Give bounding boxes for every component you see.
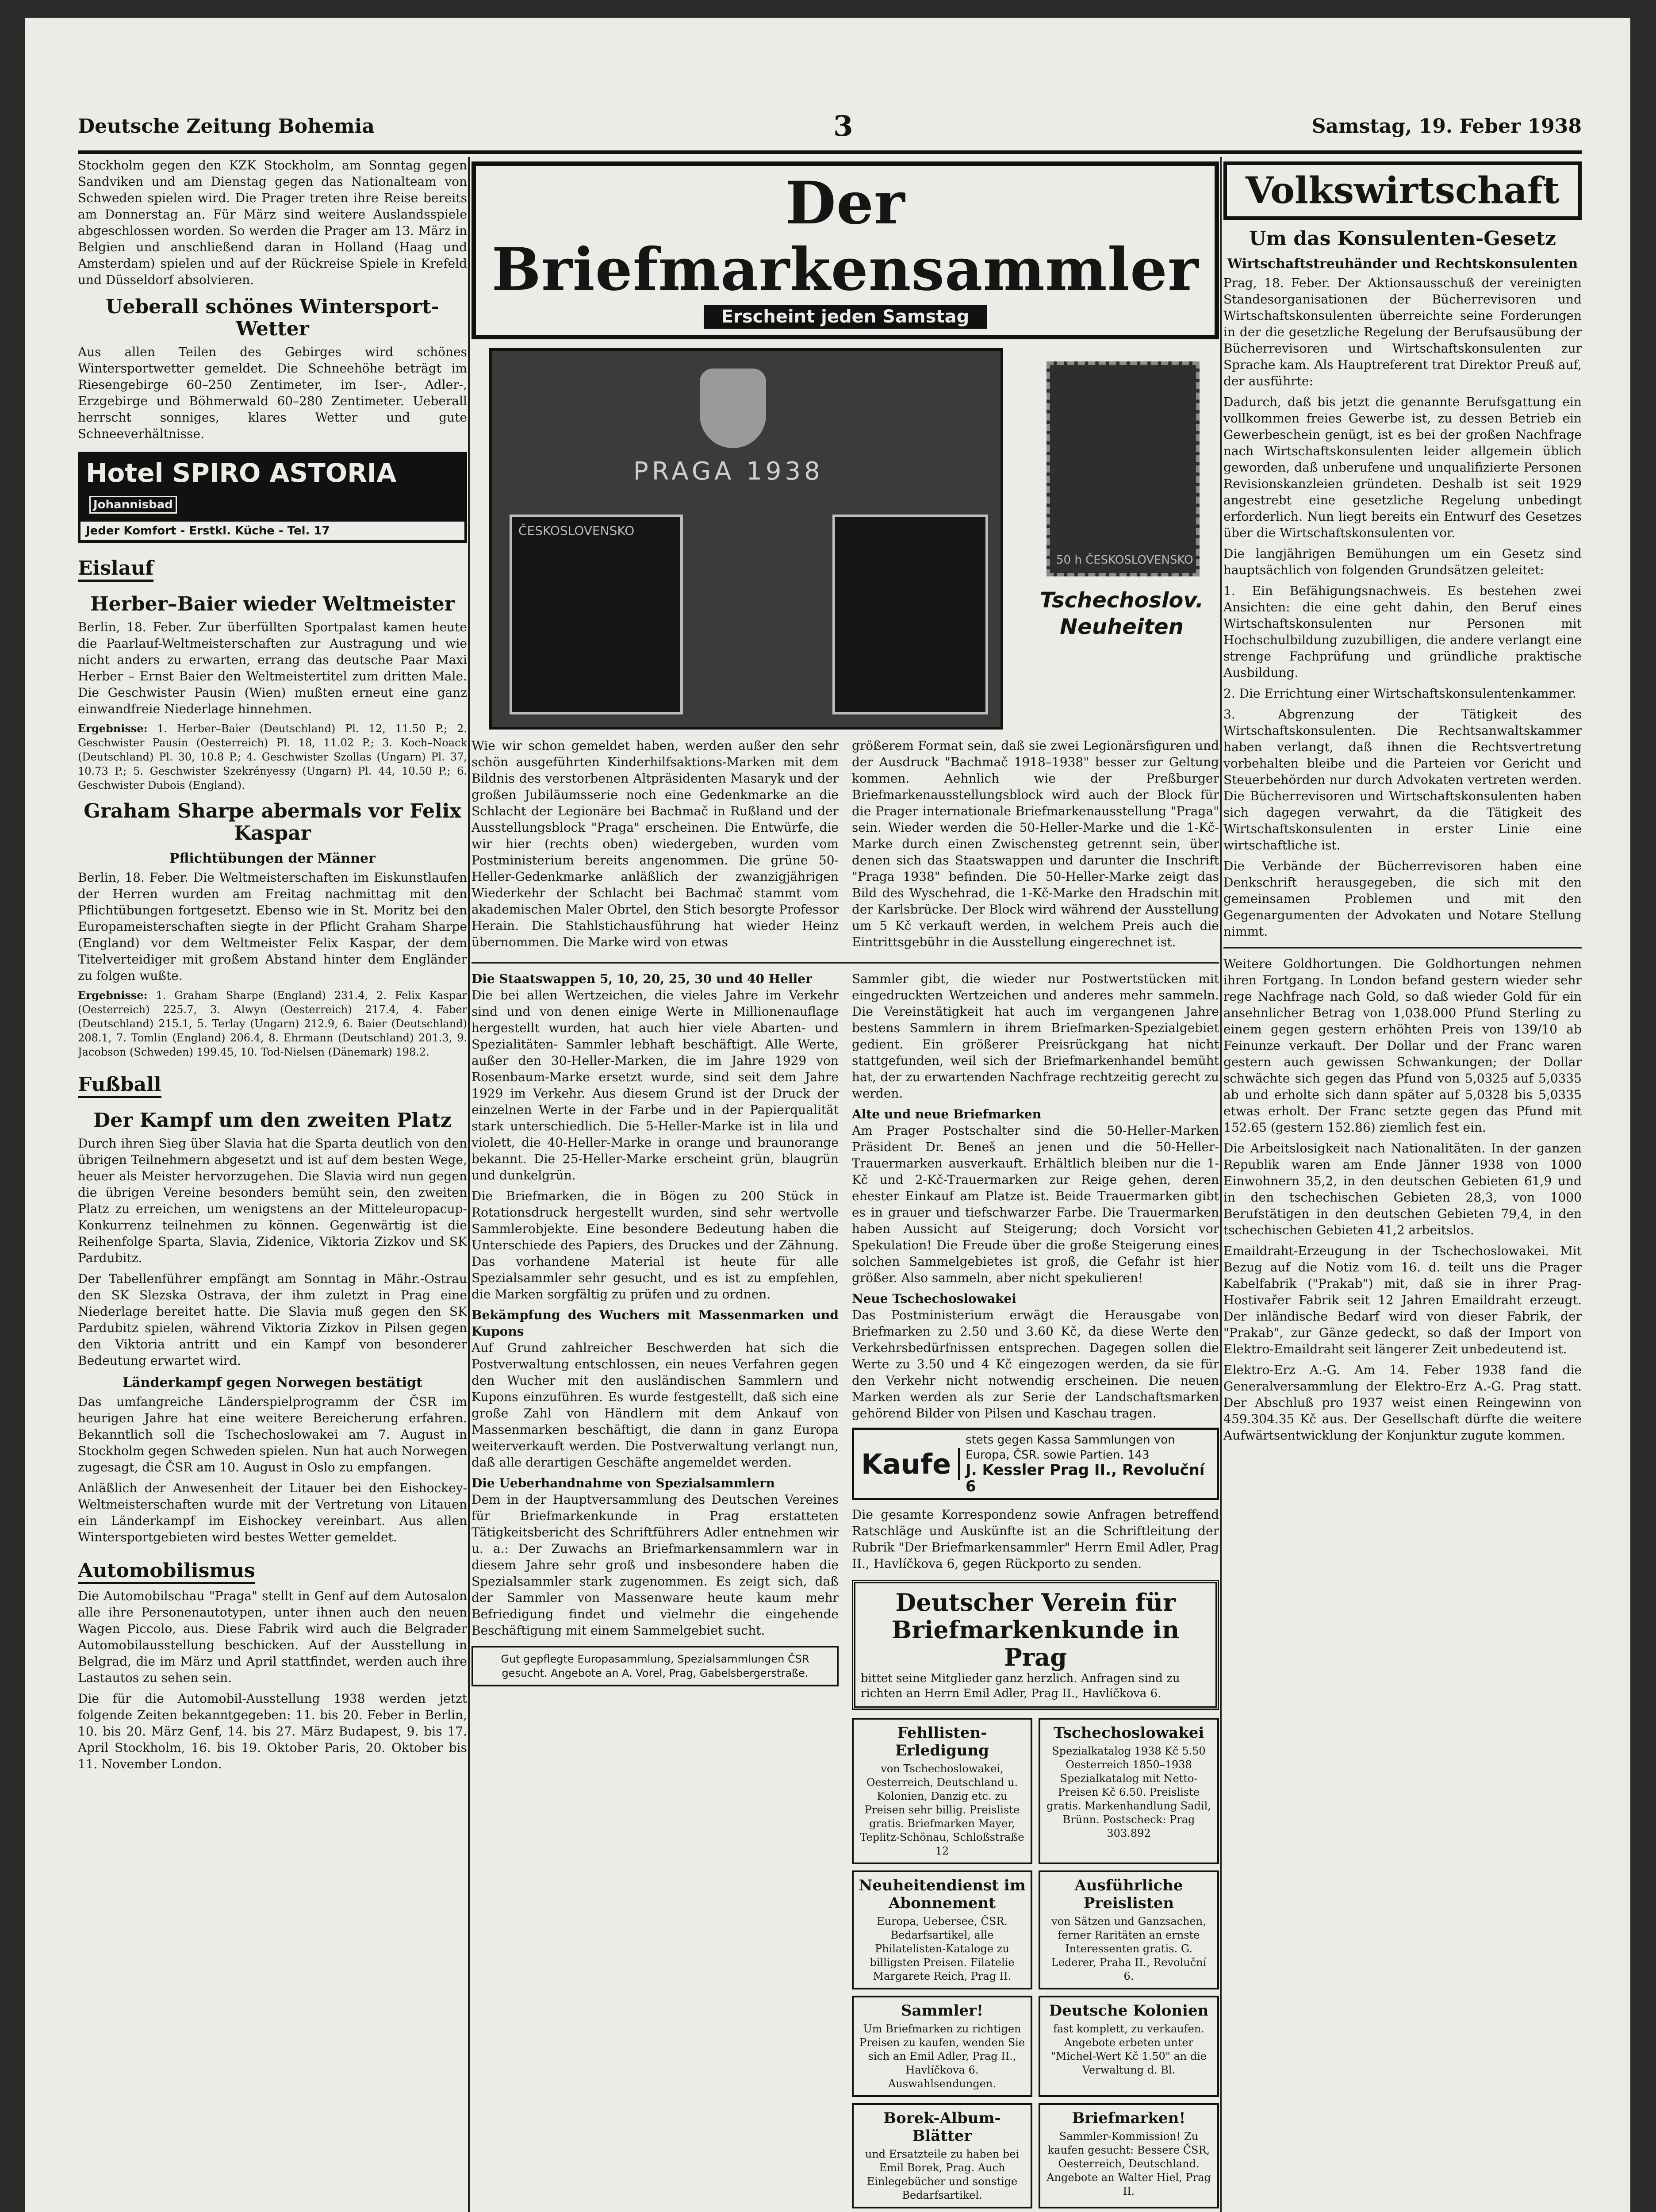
wucher-article: Bekämpfung des Wuchers mit Massenmarken und Kupons Auf Grund zahlreicher Beschwerden hat sich die Postverwaltung entschlossen, ein neues Verfahren gegen den Wucher mit den ausländischen Sammlern und Kupons einzuführen. Es wurde festgestellt, daß sich eine große Zahl von Händlern mit dem Ankauf von Massenmarken beschäftigt, die dann in ganz Europa weiterverkauft werden. Die Postverwaltung verlangt nun, daß alle derartigen Geschäfte angemeldet werden.: [472, 1308, 839, 1470]
headline-konsulenten: Um das Konsulenten-Gesetz: [1249, 227, 1556, 250]
kaufe-advertisement: [852, 1428, 1219, 1500]
newspaper-page: [25, 18, 1630, 2212]
souvenir-sheet-text: PRAGA 1938: [633, 457, 824, 486]
paragraph-konsulenten: Prag, 18. Feber. Der Aktionsausschuß der vereinigten Standesorganisationen der Bücherrevisoren und Wirtschaftskonsulenten überreichte seine Forderungen in der die gesetzliche Regelung der Berufsausübung der Bücherrevisoren und Wirtschaftskonsulenten zur Sprache kam. Als Hauptreferent trat Direktor Preuß auf, der ausführte:: [1223, 276, 1582, 388]
paragraph-wintersport: Aus allen Teilen des Gebirges wird schönes Wintersportwetter gemeldet. Die Schneehöhe beträgt im Riesengebirge 60–250 Zentimeter, im Iser-, Adler-, Erzgebirge und Böhmerwald 60–280 Zentimeter. Ueberall herrscht sonniges, klares Wetter und gute Schneeverhältnisse.: [78, 345, 467, 441]
staatswappen-article: Die Staatswappen 5, 10, 20, 25, 30 und 40 Heller Die bei allen Wertzeichen, die vieles Jahre im Verkehr sind und von denen einige Werte in Millionenauflage hergestellt wurden, hat auch hier viele Abarten- und Spezialitäten- Sammler lebhaft beschäftigt. Alle Werte, außer den 30-Heller-Marken, die im Jahre 1929 von Rosenbaum-Marke ersetzt wurde, sind seit dem Jahre 1929 im Verkehr. Aus diesem Grund ist der Druck der einzelnen Werte in der Farbe und in der Papierqualität stark unterschiedlich. Die 5-Heller-Marke ist in lila und violett, die 40-Heller-Marke in orange und braunorange bekannt. Die 25-Heller-Marke erscheint grün, blaugrün und dunkelgrün.: [472, 972, 839, 1183]
praga-souvenir-sheet: [489, 348, 1003, 730]
section-automobilismus: Automobilismus: [78, 1559, 255, 1584]
paragraph-elektro-erz: Elektro-Erz A.-G. Am 14. Feber 1938 fand die Generalversammlung der Elektro-Erz A.-G. Prag statt. Der Abschluß pro 1937 weist einen Reingewinn von 459.304.35 Kč aus. Der Gesellschaft dürfte die weitere Aufwärtsentwicklung der Konjunktur zugute kommen.: [1223, 1363, 1582, 1443]
point-befaehigungsnachweis: 1. Ein Befähigungsnachweis. Es bestehen zwei Ansichten: die eine geht dahin, den Beruf eines Wirtschaftskonsulenten nur Personen mit Hochschulbildung zuzubilligen, die andere verlangt eine strenge Fachprüfung und gründliche praktische Ausbildung.: [1223, 584, 1582, 680]
hotel-advertisement: [78, 452, 467, 543]
point-kammer: 2. Die Errichtung einer Wirtschaftskonsulentenkammer.: [1223, 686, 1576, 701]
state-crest-icon: [700, 369, 766, 448]
ad-preislisten: Ausführliche Preislisten von Sätzen und Ganzsachen, ferner Raritäten an ernste Interessenten gratis. G. Lederer, Praha II., Revoluční 6.: [1039, 1870, 1219, 1989]
ad-sammler: Sammler! Um Briefmarken zu richtigen Preisen zu kaufen, wenden Sie sich an Emil Adler, Prag II., Havlíčkova 6. Auswahlsendungen.: [852, 1996, 1032, 2097]
ad-tschechoslowakei: Tschechoslowakei Spezialkatalog 1938 Kč 5.50 Oesterreich 1850–1938 Spezialkatalog mit Netto-Preisen Kč 6.50. Preisliste gratis. Markenhandlung Sadil, Brünn. Postscheck: Prag 303.892: [1039, 1718, 1219, 1864]
newspaper-name: Deutsche Zeitung Bohemia: [78, 115, 375, 138]
neue-tschechoslowakei-article: Neue Tschechoslowakei Das Postministerium erwägt die Herausgabe von Briefmarken zu 2.50 und 3.60 Kč, da diese Werte den Verkehrsbedürfnissen entsprechen. Dagegen sollen die Werte zu 3.50 und 4 Kč eingezogen werden, da sie für den Verkehr nicht notwendig erscheinen. Die neuen Marken werden als zur Serie der Landschaftsmarken gehörend Bilder von Pilsen und Kaschau tragen.: [852, 1291, 1219, 1421]
masthead-volkswirtschaft: Volkswirtschaft: [1223, 161, 1582, 220]
headline-graham-sharpe: Graham Sharpe abermals vor Felix Kaspar: [84, 800, 461, 845]
column-volkswirtschaft: [1223, 157, 1582, 2212]
results-herber-baier: Ergebnisse: 1. Herber–Baier (Deutschland) Pl. 12, 11.50 P.; 2. Geschwister Pausin (Oesterreich) Pl. 18, 11.02 P.; 3. Koch–Noack (Deutschland) Pl. 30, 10.8 P.; 4. Geschwister Szollas (Ungarn) Pl. 37, 10.73 P.; 5. Geschwister Szekrényessy (Ungarn) Pl. 44, 10.50 P.; 6. Geschwister Dubois (England).: [78, 722, 467, 791]
ad-borek-album: Borek-Album-Blätter und Ersatzteile zu haben bei Emil Borek, Prag. Auch Einlegebücher und sonstige Bedarfsartikel.: [852, 2103, 1032, 2208]
subheadline-konsulenten: Wirtschaftstreuhänder und Rechtskonsulenten: [1227, 256, 1578, 272]
masthead-subtitle: Erscheint jeden Samstag: [704, 305, 987, 329]
paragraph-zweiter-platz: Durch ihren Sieg über Slavia hat die Sparta deutlich von den übrigen Teilnehmern abgesetzt und ist auf dem besten Wege, heuer als Meister hervorzugehen. Die Slavia wird nun gegen die übrigen Vereine besonders bemüht sein, den zweiten Platz zu erreichen, um wenigstens an der Mitteleuropacup-Konkurrenz teilnehmen zu können. Gegenwärtig ist die Reihenfolge Sparta, Slavia, Zidenice, Viktoria Zizkov und SK Pardubitz.: [78, 1136, 467, 1265]
lead-article: [472, 737, 1219, 955]
page-number: 3: [833, 109, 853, 143]
headline-herber-baier: Herber–Baier wieder Weltmeister: [90, 593, 455, 615]
paragraph-goldhortungen: Weitere Goldhortungen. Die Goldhortungen nehmen ihren Fortgang. In London befand gestern wieder sehr rege Nachfrage nach Gold, so daß wieder Gold für ein ansehnlicher Betrag von 1,038.000 Pfund Sterling zu einem gegen gestern erhöhten Preis von 139/10 ab Feinunze verkauft. Der Dollar und der Franc waren gestern auch gewissen Schwankungen; der Dollar schwächte sich gegen das Pfund von 5,0325 auf 5,0335 ab und erholte sich dann später auf 5,0328 bis 5,0335 etwas erholt. Der Franc setzte gegen das Pfund mit 152.65 (gestern 152.86) ziemlich fest ein.: [1223, 956, 1582, 1135]
kaufe-line-1: stets gegen Kassa Sammlungen von Europa, ČSR. sowie Partien.: [966, 1433, 1175, 1462]
paragraph-norwegen: Das umfangreiche Länderspielprogramm der ČSR im heurigen Jahre hat eine weitere Bereicherung erfahren. Bekanntlich soll die Tschechoslowakei am 7. August in Stockholm gegen Schweden spielen. Nun hat auch Norwegen zugesagt, die ČSR am 10. August in Oslo zu empfangen.: [78, 1394, 467, 1475]
headline-wintersport: Ueberall schönes Wintersport-Wetter: [105, 296, 440, 340]
paragraph-emaildraht: Emaildraht-Erzeugung in der Tschechoslowakei. Mit Bezug auf die Notiz vom 16. d. teilt uns die Prager Kabelfabrik ("Prakab") mit, daß sie in ihrer Prag-Hostivařer Fabrik seit 12 Jahren Emaildraht erzeugt. Der inländische Bedarf wird von dieser Fabrik, der "Prakab", zur Gänze gedeckt, so daß der Import von Elektro-Emaildraht seit längerer Zeit unbedeutend ist.: [1223, 1244, 1582, 1356]
ad-neuheitendienst: Neuheitendienst im Abonnement Europa, Uebersee, ČSR. Bedarfsartikel, alle Philatelisten-Kataloge zu billigsten Preisen. Filatelie Margarete Reich, Prag II.: [852, 1870, 1032, 1989]
hotel-details: Jeder Komfort - Erstkl. Küche - Tel. 17: [86, 524, 330, 538]
column-separator: [468, 157, 470, 2212]
column-sport: [78, 157, 467, 2212]
stamp-caption: Tschechoslov. Neuheiten: [1039, 588, 1204, 639]
masthead-title: Der Briefmarkensammler: [491, 169, 1199, 304]
staatswappen-article-2: Die Briefmarken, die in Bögen zu 200 Stück in Rotationsdruck hergestellt wurden, sind sehr wertvolle Sammlerobjekte. Eine besondere Bedeutung haben die Unterschiede des Papiers, des Druckes und der Zähnung. Das vorhandene Material ist heute für alle Spezialsammler sehr gesucht, und es ist zu empfehlen, die Marken sorgfältig zu prüfen und zu ordnen.: [472, 1189, 839, 1302]
headline-norwegen: Länderkampf gegen Norwegen bestätigt: [123, 1375, 422, 1390]
results-graham-sharpe: Ergebnisse: 1. Graham Sharpe (England) 231.4, 2. Felix Kaspar (Oesterreich) 225.7, 3. Alwyn (Oesterreich) 217.4, 4. Faber (Deutschland) 215.1, 5. Terlay (Ungarn) 212.9, 6. Baier (Deutschland) 208.1, 7. Tomlin (England) 206.4, 8. Ehrmann (Deutschland) 201.3, 9. Jacobson (Schweden) 199.45, 10. Tod-Nielsen (Dänemark) 198.2.: [78, 989, 467, 1058]
ad-fehllisten: Fehllisten-Erledigung von Tschechoslowakei, Oesterreich, Deutschland u. Kolonien, Danzig etc. zu Preisen sehr billig. Preisliste gratis. Briefmarken Mayer, Teplitz-Schönau, Schloßstraße 12: [852, 1718, 1032, 1864]
header-rule: [78, 150, 1582, 154]
correspondence-note: Die gesamte Korrespondenz sowie Anfragen betreffend Ratschläge und Auskünfte ist an die Schriftleitung der Rubrik "Der Briefmarkensammler" Herrn Emil Adler, Prag II., Havlíčkova 6, gegen Rückporto zu senden.: [852, 1507, 1219, 1571]
stamp-50-heller: [510, 515, 683, 714]
bachmac-commemorative-stamp: [1046, 361, 1200, 576]
paragraph-konsulenten-4: Die Verbände der Bücherrevisoren haben eine Denkschrift herausgegeben, die sich mit den gemeinsamen Problemen und mit den Gegenargumenten der Advokaten und Notare Stellung nimmt.: [1223, 859, 1582, 939]
kaufe-word: Kaufe: [854, 1448, 960, 1480]
headline-zweiter-platz: Der Kampf um den zweiten Platz: [93, 1109, 452, 1132]
paragraph-automobilismus: Die Automobilschau "Praga" stellt in Genf auf dem Autosalon alle ihre Personenautotypen, unter ihnen auch den neuen Wagen Piccolo, aus. Diese Fabrik wird auch die Belgrader Automobilausstellung beschicken. Auf der Ausstellung in Belgrad, die im März und April stattfindet, werden auch ihre Lastautos zu sehen sein.: [78, 1589, 467, 1685]
kaufe-line-2: J. Kessler Prag II., Revoluční 6: [966, 1461, 1205, 1495]
section-eislauf: Eislauf: [78, 557, 153, 582]
lead-article-right: größerem Format sein, daß sie zwei Legionärsfiguren und der Ausdruck "Bachmač 1918–1938" besser zur Geltung kommen. Aehnlich wie der Preßburger Briefmarkenausstellungsblock wird auch der Block für die Prager internationale Briefmarkenausstellung "Praga" sein. Wieder werden die 50-Heller-Marke und die 1-Kč-Marke durch einen Zwischensteg getrennt sein, über denen sich das Staatswappen und darunter die Inschrift "Praga 1938" befinden. Die 50-Heller-Marke zeigt das Bild des Wyschehrad, die 1-Kč-Marke den Hradschin mit der Karlsbrücke. Der Block wird während der Ausstellung um 5 Kč verkauft werden, in welchem Preis auch die Eintrittsgebühr in die Ausstellung eingerechnet ist.: [852, 738, 1219, 949]
paragraph-graham-sharpe: Berlin, 18. Feber. Die Weltmeisterschaften im Eiskunstlaufen der Herren wurden am Freitag nachmittag mit den Pflichtübungen fortgesetzt. Ebenso wie in St. Moritz bei den Europameisterschaften siegte in der Pflicht Graham Sharpe (England) vor dem Weltmeister Felix Kaspar, der dem Titelverteidiger mit großem Abstand hinter dem Engländer zu folgen wußte.: [78, 870, 467, 983]
intro-paragraph: Stockholm gegen den KZK Stockholm, am Sonntag gegen Sandviken und am Dienstag gegen das Nationalteam von Schweden spielen wird. Die Prager treten ihre Reise bereits am Donnerstag an. Für März sind weitere Auslandsspiele abgeschlossen worden. So werden die Prager am 13. März in Belgien und anschließend daran in Holland (Haag und Amsterdam) spielen und auf der Rückreise Spiele in Krefeld und Düsseldorf absolvieren.: [78, 158, 467, 287]
issue-date: Samstag, 19. Feber 1938: [1311, 115, 1582, 138]
paragraph-zweiter-platz-2: Der Tabellenführer empfängt am Sonntag in Mähr.-Ostrau den SK Slezska Ostrava, der ihm zuletzt in Prag eine Niederlage bereitet hatte. Die Slavia muß gegen den SK Pardubitz spielen, während Viktoria Zizkov in Pilsen gegen den Viktoria antritt und ein Kampf von besonderer Bedeutung erwartet wird.: [78, 1271, 467, 1368]
subheadline-graham-sharpe: Pflichtübungen der Männer: [169, 851, 376, 866]
stamp-value-label: 50 h ČESKOSLOVENSKO: [1056, 553, 1193, 567]
classified-ads: [852, 1718, 1219, 2208]
paragraph-automobilismus-2: Die für die Automobil-Ausstellung 1938 werden jetzt folgende Zeiten bekanntgegeben: 11. bis 20. Feber in Berlin, 10. bis 20. März Genf, 14. bis 27. März Budapest, 9. bis 17. April Stockholm, 16. bis 19. Oktober Paris, 20. Oktober bis 11. November London.: [78, 1691, 467, 1771]
verein-title: Deutscher Verein für Briefmarkenkunde in Prag: [891, 1588, 1180, 1671]
stamp-1-krone: [832, 515, 988, 714]
paragraph-herber-baier: Berlin, 18. Feber. Zur überfüllten Sportpalast kamen heute die Paarlauf-Weltmeisterschaften zur Austragung und wie nicht anders zu erwarten, errang das deutsche Paar Maxi Herber – Ernst Baier den Weltmeistertitel zum dritten Male. Die Geschwister Pausin (Wien) mußten erneut eine ganz einwandfreie Niederlage hinnehmen.: [78, 620, 467, 716]
lower-articles: [472, 971, 1219, 2208]
hotel-name: Hotel SPIRO ASTORIA Johannisbad: [80, 454, 464, 522]
verein-text: bittet seine Mitglieder ganz herzlich. Anfragen sind zu richten an Herrn Emil Adler, Prag II., Havlíčkova 6.: [861, 1672, 1180, 1700]
paragraph-norwegen-2: Anläßlich der Anwesenheit der Litauer bei den Eishockey-Weltmeisterschaften wurde mit der Vertretung von Litauen ein Länderkampf im Eishockey vereinbart. Aus allen Wintersportgebieten wird bestes Wetter gemeldet.: [78, 1481, 467, 1544]
ad-deutsche-kolonien: Deutsche Kolonien fast komplett, zu verkaufen. Angebote erbeten unter "Michel-Wert Kč 1.50" an die Verwaltung d. Bl.: [1039, 1996, 1219, 2097]
spezial-article: Die Ueberhandnahme von Spezialsammlern Dem in der Hauptversammlung des Deutschen Vereines für Briefmarkenkunde in Prag erstatteten Tätigkeitsbericht des Schriftführers Adler entnehmen wir u. a.: Der Zuwachs an Briefmarkensammlern war in diesem Jahre sehr groß und insbesondere haben die Spezialsammler stark zugenommen. Es zeigt sich, daß der Sammler von Massenware heute kaum mehr Befriedigung findet und vielmehr die eingehende Beschäftigung mit einem Sammelgebiet sucht.: [472, 1476, 839, 1638]
masthead-briefmarkensammler: [472, 161, 1219, 339]
paragraph-konsulenten-2: Dadurch, daß bis jetzt die genannte Berufsgattung ein vollkommen freies Gewerbe ist, zu dessen Betrieb ein Gewerbeschein genügt, ist es bei der großen Nachfrage nach Wirtschaftskonsulenten leider allgemein üblich geworden, daß unberufene und unqualifizierte Personen Revisionskanzleien gründeten. Deshalb ist seit 1929 angestrebt eine gesetzliche Regelung unbedingt erforderlich. Nun liegt bereits ein Entwurf des Gesetzes über die Wirtschaftskonsulenten vor.: [1223, 395, 1582, 540]
point-abgrenzung: 3. Abgrenzung der Tätigkeit des Wirtschaftskonsulenten. Die Rechtsanwaltskammer haben verlangt, daß ihnen die Rechtsvertretung vorbehalten bleibe und die Parteien vor Gericht und Steuerbehörden nur durch Advokaten vertreten werden. Die Bücherrevisoren und Wirtschaftskonsulenten haben sich dagegen verwahrt, da die Tätigkeit des Wirtschaftskonsulenten in erster Linie eine wirtschaftliche ist.: [1223, 707, 1582, 853]
stamp-illustrations: [472, 348, 1219, 737]
section-fussball: Fußball: [78, 1073, 161, 1098]
paragraph-konsulenten-3: Die langjährigen Bemühungen um ein Gesetz sind hauptsächlich von folgenden Grundsätzen geleitet:: [1223, 546, 1582, 577]
kaufe-ad-number: 143: [1127, 1448, 1150, 1462]
running-header: [78, 106, 1582, 146]
lead-article-left: Wie wir schon gemeldet haben, werden außer den sehr schön ausgeführten Kinderhilfsaktions-Marken mit dem Bildnis des verstorbenen Altpräsidenten Masaryk und der großen Jubiläumsserie noch eine Gedenkmarke an die Schlacht der Legionäre bei Bachmač in Rußland und der Ausstellungsblock "Praga" erscheinen. Die Entwürfe, die wir hier (rechts oben) wiedergeben, wurden vom Postministerium bereits angenommen. Die grüne 50-Heller-Gedenkmarke anläßlich der zwanzigjährigen Wiederkehr der Schlacht bei Bachmač stammt vom akademischen Maler Obrtel, den Stich besorgte Professor Herain. Die Stahlstichausführung hat wieder Heinz übernommen. Die Marke wird von etwas: [472, 738, 839, 949]
divider: [472, 962, 1219, 964]
column-briefmarken: [472, 157, 1219, 2212]
verein-advertisement: [852, 1580, 1219, 1710]
wanted-collection-ad: Gut gepflegte Europasammlung, Spezialsammlungen ČSR gesucht. Angebote an A. Vorel, Prag, Gabelsbergerstraße.: [472, 1646, 839, 1686]
hotel-location: Johannisbad: [89, 496, 177, 514]
paragraph-arbeitslosigkeit: Die Arbeitslosigkeit nach Nationalitäten. In der ganzen Republik waren am Ende Jänner 1938 von 1000 Einwohnern 35,2, in den deutschen Gebieten 61,9 und in den tschechischen Gebieten 28,3, von 1000 Berufstätigen in den deutschen Gebieten 79,4, in den tschechischen Gebieten 41,2 arbeitslos.: [1223, 1141, 1582, 1237]
vereinstaetigkeit-paragraph: Sammler gibt, die wieder nur Postwertstücken mit eingedruckten Wertzeichen und anderes mehr sammeln. Die Vereinstätigkeit hat auch im vergangenen Jahre bestens Sammlern in ihrem Briefmarken-Spezialgebiet gedient. Ein größerer Preisrückgang hat nicht stattgefunden, weil sich der Briefmarkenhandel bemüht hat, der zu erwartenden Nachfrage rechtzeitig gerecht zu werden.: [852, 972, 1219, 1101]
ad-briefmarken: Briefmarken! Sammler-Kommission! Zu kaufen gesucht: Bessere ČSR, Oesterreich, Deutschland. Angebote an Walter Hiel, Prag II.: [1039, 2103, 1219, 2208]
divider: [1223, 947, 1582, 949]
stamp-country-label: ČESKOSLOVENSKO: [518, 523, 635, 538]
column-separator: [1220, 157, 1222, 2212]
alte-neue-article: Alte und neue Briefmarken Am Prager Postschalter sind die 50-Heller-Marken Präsident Dr. Beneš an jenen und die 50-Heller-Trauermarken ausverkauft. Erhältlich bleiben nur die 1-Kč und 2-Kč-Trauermarken zur Reige gehen, deren ehester Einkauf am Platze ist. Beide Trauermarken gibt es in grauer und tiefschwarzer Farbe. Die Trauermarken haben Aussicht auf Steigerung; doch Vorsicht vor Spekulation! Die Freude über die große Steigerung eines solchen Sammelgebietes ist groß, die Gefahr ist hier größer. Also sammeln, aber nicht spekulieren!: [852, 1107, 1219, 1285]
